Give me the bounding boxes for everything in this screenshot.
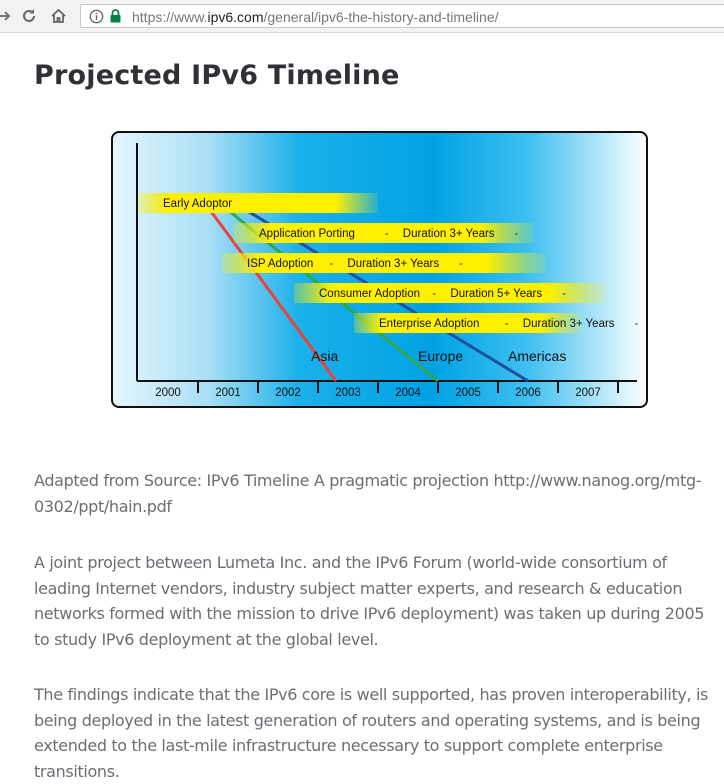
info-icon[interactable]	[89, 9, 104, 28]
forward-arrow-icon[interactable]	[0, 5, 16, 27]
x-tick-label: 2000	[155, 387, 181, 399]
url-text[interactable]	[132, 9, 499, 25]
bar-label-1: Application Porting	[259, 228, 355, 240]
lock-icon	[109, 8, 122, 28]
project-paragraph: A joint project between Lumeta Inc. and the IPv6 Forum (world-wide consortium of leading Internet vendors, industry subject matter experts, and research & education networks formed with the mission to drive IPv6 deployment) was taken up during 2005 to study IPv6 deployment at the global level.	[34, 553, 705, 649]
x-tick-label: 2001	[215, 387, 241, 399]
bar-label-0: Early Adoptor	[163, 198, 233, 210]
x-tick-label: 2007	[575, 387, 601, 399]
bar-trail-2: -	[459, 258, 463, 270]
bar-label-2: ISP Adoption	[247, 258, 314, 270]
bar-separator-2: -	[329, 258, 334, 270]
url-scheme: https://www.	[132, 9, 208, 25]
home-icon[interactable]	[47, 5, 69, 27]
bar-separator-1: -	[384, 228, 389, 240]
bar-separator-4: -	[504, 318, 509, 330]
bar-duration-4: Duration 3+ Years	[522, 318, 615, 330]
bar-duration-2: Duration 3+ Years	[347, 258, 440, 270]
findings-paragraph: The findings indicate that the IPv6 core is well supported, has proven interoperability, is being deployed in the latest generation of routers and operating systems, and is being extended to the last-mile infrastructure necessary to support complete enterprise transitions.	[34, 685, 709, 781]
reload-icon[interactable]	[18, 5, 40, 27]
bar-separator-3: -	[432, 288, 437, 300]
region-label-asia: Asia	[311, 348, 339, 364]
source-paragraph: Adapted from Source: IPv6 Timeline A pragmatic projection http://www.nanog.org/mtg-0302/ppt/hain.pdf	[34, 471, 702, 516]
bar-trail-4: -	[634, 318, 639, 330]
region-label-europe: Europe	[418, 348, 464, 364]
bar-trail-3: -	[562, 288, 566, 300]
bar-duration-3: Duration 5+ Years	[450, 288, 543, 300]
bar-label-4: Enterprise Adoption	[379, 318, 480, 330]
x-tick-label: 2003	[335, 387, 361, 399]
address-bar[interactable]	[80, 4, 724, 28]
ipv6-timeline-chart	[111, 131, 648, 408]
x-tick-label: 2005	[455, 387, 481, 399]
url-domain: ipv6.com	[207, 9, 264, 25]
x-tick-label: 2002	[275, 387, 301, 399]
region-label-americas: Americas	[508, 348, 567, 364]
bar-duration-1: Duration 3+ Years	[402, 228, 495, 240]
x-tick-label: 2006	[515, 387, 541, 399]
browser-toolbar	[0, 0, 724, 33]
x-tick-label: 2004	[395, 387, 421, 399]
bar-label-3: Consumer Adoption	[319, 288, 421, 300]
url-path: /general/ipv6-the-history-and-timeline/	[263, 9, 499, 25]
page-title: Projected IPv6 Timeline	[34, 60, 400, 91]
bar-trail-1: -	[514, 228, 519, 240]
